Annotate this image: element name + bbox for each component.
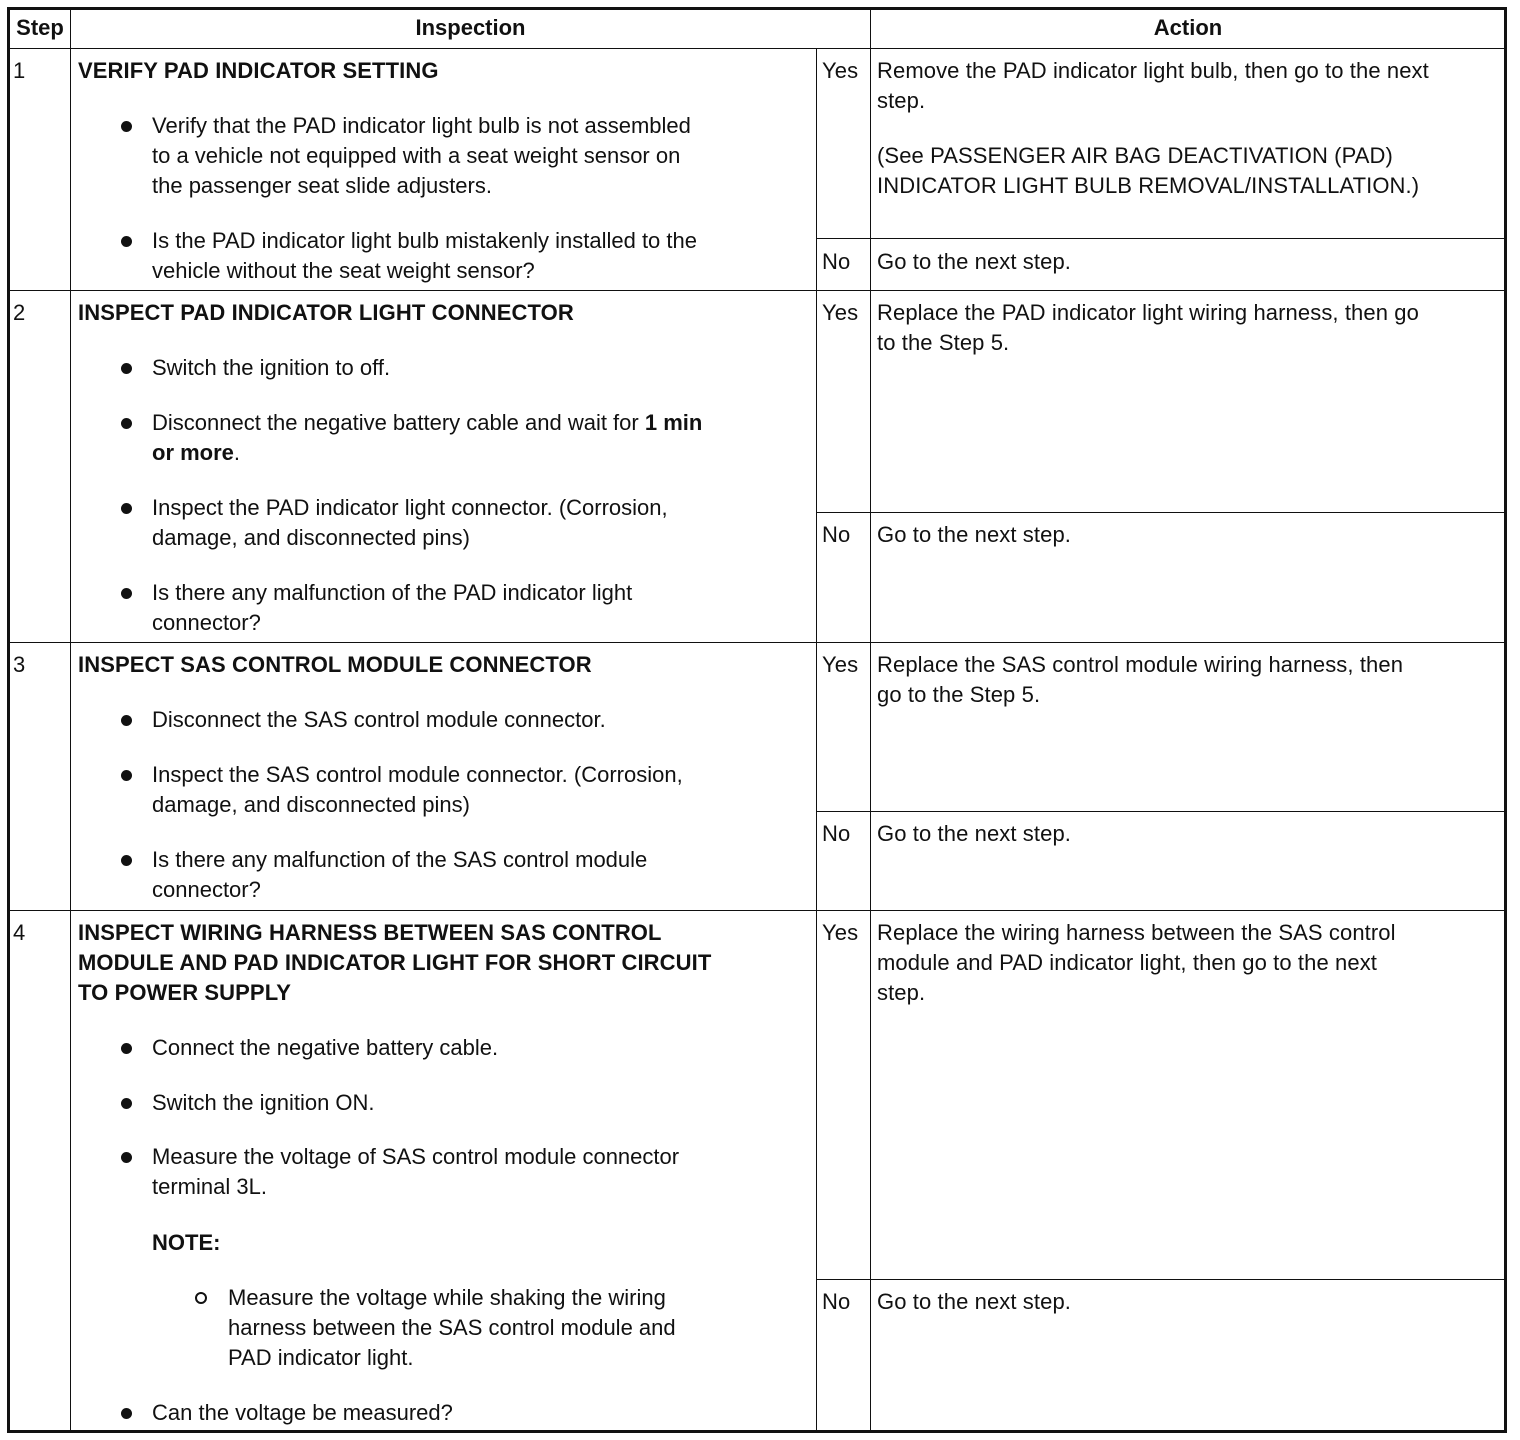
yesno-divider-3	[816, 811, 1506, 812]
bullet-text: Inspect the PAD indicator light connector. (Corrosion, damage, and disconnected pins)	[152, 495, 668, 550]
bullet-text: Can the voltage be measured?	[152, 1400, 453, 1425]
bullet-text: Verify that the PAD indicator light bulb is not assembled to a vehicle not equipped with a seat weight sensor on the passenger seat slide adjusters.	[152, 113, 691, 198]
yes-action: Remove the PAD indicator light bulb, then go to the next step.	[877, 58, 1429, 113]
yes-action-reference: (See PASSENGER AIR BAG DEACTIVATION (PAD) INDICATOR LIGHT BULB REMOVAL/INSTALLATION.)	[877, 143, 1420, 198]
step-title: INSPECT PAD INDICATOR LIGHT CONNECTOR	[78, 300, 574, 325]
yes-label: Yes	[822, 300, 859, 325]
bullet-text: Connect the negative battery cable.	[152, 1035, 499, 1060]
bullet-text: Inspect the SAS control module connector. (Corrosion, damage, and disconnected pins)	[152, 762, 683, 817]
bullet-icon	[121, 1152, 132, 1163]
bullet-text: Switch the ignition ON.	[152, 1090, 375, 1115]
yes-action: Replace the PAD indicator light wiring harness, then go to the Step 5.	[877, 300, 1419, 355]
yes-action: Replace the wiring harness between the SAS control module and PAD indicator light, then go to the next step.	[877, 920, 1396, 1005]
col-divider-action	[870, 9, 871, 1431]
bullet-text: Is the PAD indicator light bulb mistakenly installed to the vehicle without the seat weight sensor?	[152, 228, 697, 283]
bullet-icon	[121, 121, 132, 132]
row-divider-2	[9, 642, 1505, 643]
bullet-icon	[121, 503, 132, 514]
yesno-divider-2	[816, 512, 1506, 513]
no-action: Go to the next step.	[877, 249, 1072, 274]
bullet-icon	[121, 1098, 132, 1109]
bullet-text: Disconnect the SAS control module connector.	[152, 707, 606, 732]
bullet-text: Is there any malfunction of the SAS control module connector?	[152, 847, 648, 902]
bullet-text: Is there any malfunction of the PAD indicator light connector?	[152, 580, 633, 635]
step-title: VERIFY PAD INDICATOR SETTING	[78, 58, 439, 83]
step-number: 3	[13, 652, 26, 677]
note-text: Measure the voltage while shaking the wiring harness between the SAS control module and PAD indicator light.	[228, 1285, 676, 1370]
no-label: No	[822, 249, 851, 274]
step-number: 1	[13, 58, 26, 83]
header-divider	[9, 48, 1505, 49]
bullet-text: Switch the ignition to off.	[152, 355, 391, 380]
step-title: INSPECT SAS CONTROL MODULE CONNECTOR	[78, 652, 592, 677]
bullet-icon	[121, 715, 132, 726]
yesno-divider-4	[816, 1279, 1506, 1280]
no-action: Go to the next step.	[877, 1289, 1072, 1314]
header-inspection: Inspection	[415, 15, 526, 40]
col-divider-yesno	[816, 48, 817, 1431]
bullet-icon	[121, 588, 132, 599]
yes-label: Yes	[822, 920, 859, 945]
bullet-icon	[121, 1408, 132, 1419]
bullet-icon	[121, 770, 132, 781]
row-divider-1	[9, 290, 1505, 291]
bullet-icon	[121, 855, 132, 866]
no-action: Go to the next step.	[877, 821, 1072, 846]
yes-label: Yes	[822, 58, 859, 83]
note-label: NOTE:	[152, 1230, 221, 1255]
step-number: 2	[13, 300, 26, 325]
bullet-icon	[121, 418, 132, 429]
no-label: No	[822, 1289, 851, 1314]
sub-bullet-icon	[195, 1292, 207, 1304]
no-label: No	[822, 821, 851, 846]
step-title: INSPECT WIRING HARNESS BETWEEN SAS CONTROL MODULE AND PAD INDICATOR LIGHT FOR SHORT CIRCUIT TO POWER SUPPLY	[78, 920, 712, 1005]
bullet-text: Disconnect the negative battery cable and wait for 1 min or more.	[152, 410, 703, 465]
col-divider-step	[70, 9, 71, 1431]
bullet-icon	[121, 363, 132, 374]
no-label: No	[822, 522, 851, 547]
bullet-icon	[121, 1043, 132, 1054]
yes-action: Replace the SAS control module wiring harness, then go to the Step 5.	[877, 652, 1404, 707]
header-action: Action	[1153, 15, 1223, 40]
bullet-text: Measure the voltage of SAS control module connector terminal 3L.	[152, 1144, 680, 1199]
row-divider-3	[9, 910, 1505, 911]
no-action: Go to the next step.	[877, 522, 1072, 547]
yes-label: Yes	[822, 652, 859, 677]
header-step: Step	[16, 15, 64, 40]
step-number: 4	[13, 920, 26, 945]
yesno-divider-1	[816, 238, 1506, 239]
bullet-icon	[121, 236, 132, 247]
